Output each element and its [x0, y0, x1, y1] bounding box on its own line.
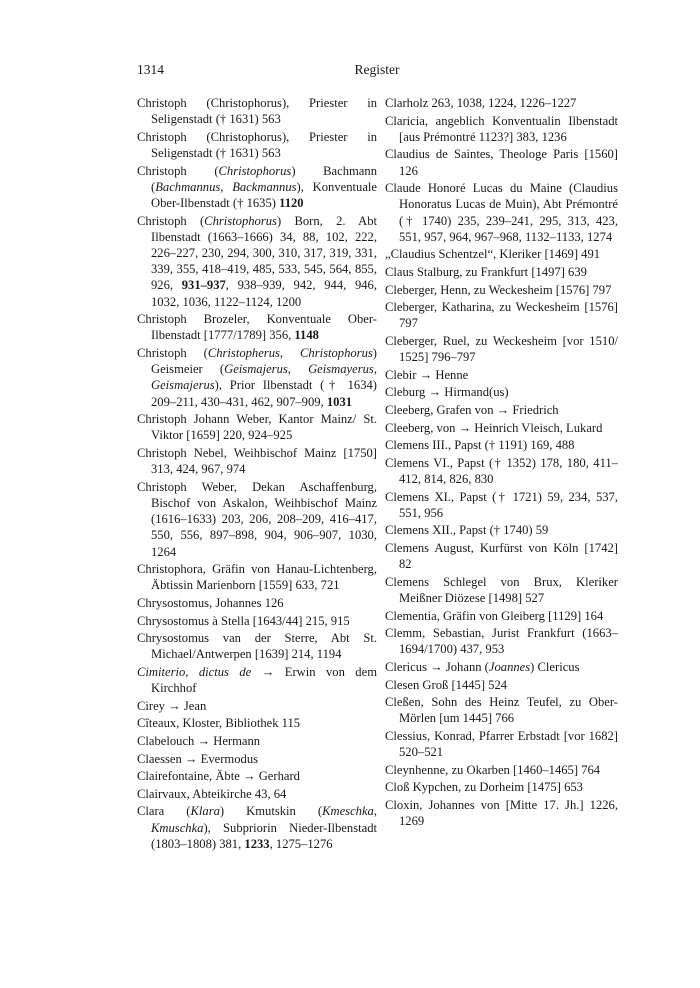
register-entry: Cleeberg, Grafen von → Friedrich [385, 402, 559, 417]
register-entry: Clebir → Henne [385, 367, 469, 382]
register-entry: Clairefontaine, Äbte → Gerhard [137, 769, 300, 784]
register-entry: Cloxin, Johannes von [Mitte 17. Jh.] 1226, 1269 [385, 797, 618, 829]
register-entry: „Claudius Schentzel“, Kleriker [1469] 491 [385, 247, 601, 262]
register-entry: Clairvaux, Abteikirche 43, 64 [137, 786, 287, 801]
register-entry: Christoph (Christopherus, Christophorus) Geismeier (Geismajerus, Geismayerus, Geismajerus), Prior Ilbenstadt († 1634) 209–211, 430–431, 462, 907–909, 1031 [137, 346, 377, 409]
register-entry: Cîteaux, Kloster, Bibliothek 115 [137, 716, 301, 731]
register-entry: Clesen Groß [1445] 524 [385, 677, 508, 692]
register-entry: Clemens XII., Papst († 1740) 59 [385, 523, 549, 538]
register-entry: Christoph Johann Weber, Kantor Mainz/ St. Viktor [1659] 220, 924–925 [137, 412, 377, 443]
register-entry: Claessen → Evermodus [137, 751, 259, 766]
register-entry: Claus Stalburg, zu Frankfurt [1497] 639 [385, 264, 587, 279]
register-entry: Cleynhenne, zu Okarben [1460–1465] 764 [385, 762, 601, 777]
register-entry: Clemens XI., Papst († 1721) 59, 234, 537, 551, 956 [385, 489, 618, 520]
register-entry: Chrysostomus van der Sterre, Abt St. Michael/Antwerpen [1639] 214, 1194 [137, 631, 377, 662]
register-entry: Cleberger, Katharina, zu Weckesheim [1576] 797 [385, 300, 618, 331]
register-entry: Cleberger, Ruel, zu Weckesheim [vor 1510/ 1525] 796–797 [385, 333, 618, 365]
register-entry: Chrysostomus à Stella [1643/44] 215, 915 [137, 613, 350, 628]
page-number: 1314 [137, 62, 164, 77]
register-entry: Cleßen, Sohn des Heinz Teufel, zu Ober-Mörlen [um 1445] 766 [385, 695, 618, 726]
register-entry: Christoph (Christophorus), Priester in Seligenstadt († 1631) 563 [137, 96, 377, 127]
register-entry: Clara (Klara) Kmutskin (Kmeschka, Kmuschka), Subpriorin Nieder-Ilbenstadt (1803–1808) 381, 1233, 1275–1276 [137, 804, 377, 851]
register-entry: Clementia, Gräfin von Gleiberg [1129] 164 [385, 608, 604, 623]
register-entry: Clessius, Konrad, Pfarrer Erbstadt [vor 1682] 520–521 [385, 728, 618, 760]
running-title: Register [354, 62, 400, 77]
register-entry: Claude Honoré Lucas du Maine (Claudius Honoratus Lucas de Muin), Abt Prémontré († 1740) 235, 239–241, 295, 313, 423, 551, 957, 964, 967–968, 1132–1133, 1274 [385, 181, 618, 244]
register-entry: Cleburg → Hirmand(us) [385, 385, 509, 400]
register-entry: Clabelouch → Hermann [137, 733, 261, 748]
register-entry: Cloß Kypchen, zu Dorheim [1475] 653 [385, 780, 583, 795]
register-entry: Clemens VI., Papst († 1352) 178, 180, 411–412, 814, 826, 830 [385, 455, 618, 486]
register-entry: Clemens August, Kurfürst von Köln [1742] 82 [385, 540, 618, 572]
page-header [137, 62, 617, 80]
register-entry: Christoph (Christophorus) Born, 2. Abt Ilbenstadt (1663–1666) 34, 88, 102, 222, 226–227, 230, 294, 300, 310, 317, 319, 331, 339, 355, 418–419, 485, 533, 545, 564, 855, 926, 931–937, 938–939, 942, 944, 946, 1032, 1036, 1122–1124, 1200 [137, 213, 377, 309]
register-entry: Clericus → Johann (Joannes) Clericus [385, 659, 580, 674]
register-entry: Cleberger, Henn, zu Weckesheim [1576] 797 [385, 282, 612, 297]
register-column-left [137, 95, 377, 853]
register-column-right [385, 95, 618, 831]
register-entry: Claricia, angeblich Konventualin Ilbenstadt [aus Prémontré 1123?] 383, 1236 [385, 113, 618, 144]
register-entry: Cirey → Jean [137, 698, 207, 713]
register-entry: Chrysostomus, Johannes 126 [137, 596, 284, 610]
register-entry: Clarholz 263, 1038, 1224, 1226–1227 [385, 96, 577, 110]
register-entry: Christoph Nebel, Weihbischof Mainz [1750] 313, 424, 967, 974 [137, 446, 377, 477]
register-entry: Clemens Schlegel von Brux, Kleriker Meißner Diözese [1498] 527 [385, 574, 618, 605]
register-entry: Claudius de Saintes, Theologe Paris [1560] 126 [385, 147, 618, 178]
register-entry: Christoph (Christophorus) Bachmann (Bachmannus, Backmannus), Konventuale Ober-Ilbenstadt († 1635) 1120 [137, 163, 378, 210]
register-entry: Cleeberg, von → Heinrich Vleisch, Lukard [385, 420, 603, 435]
register-entry: Clemens III., Papst († 1191) 169, 488 [385, 438, 575, 453]
register-entry: Christoph (Christophorus), Priester in Seligenstadt († 1631) 563 [137, 129, 377, 160]
register-entry: Christoph Brozeler, Konventuale Ober-Ilbenstadt [1777/1789] 356, 1148 [137, 312, 377, 343]
register-entry: Cimiterio, dictus de → Erwin von dem Kirchhof [137, 664, 377, 696]
register-entry: Christoph Weber, Dekan Aschaffenburg, Bischof von Askalon, Weihbischof Mainz (1616–1633) 203, 206, 208–209, 416–417, 550, 556, 897–898, 904, 906–907, 1030, 1264 [137, 479, 377, 559]
register-entry: Clemm, Sebastian, Jurist Frankfurt (1663–1694/1700) 437, 953 [385, 626, 618, 657]
register-entry: Christophora, Gräfin von Hanau-Lichtenberg, Äbtissin Marienborn [1559] 633, 721 [137, 562, 377, 593]
